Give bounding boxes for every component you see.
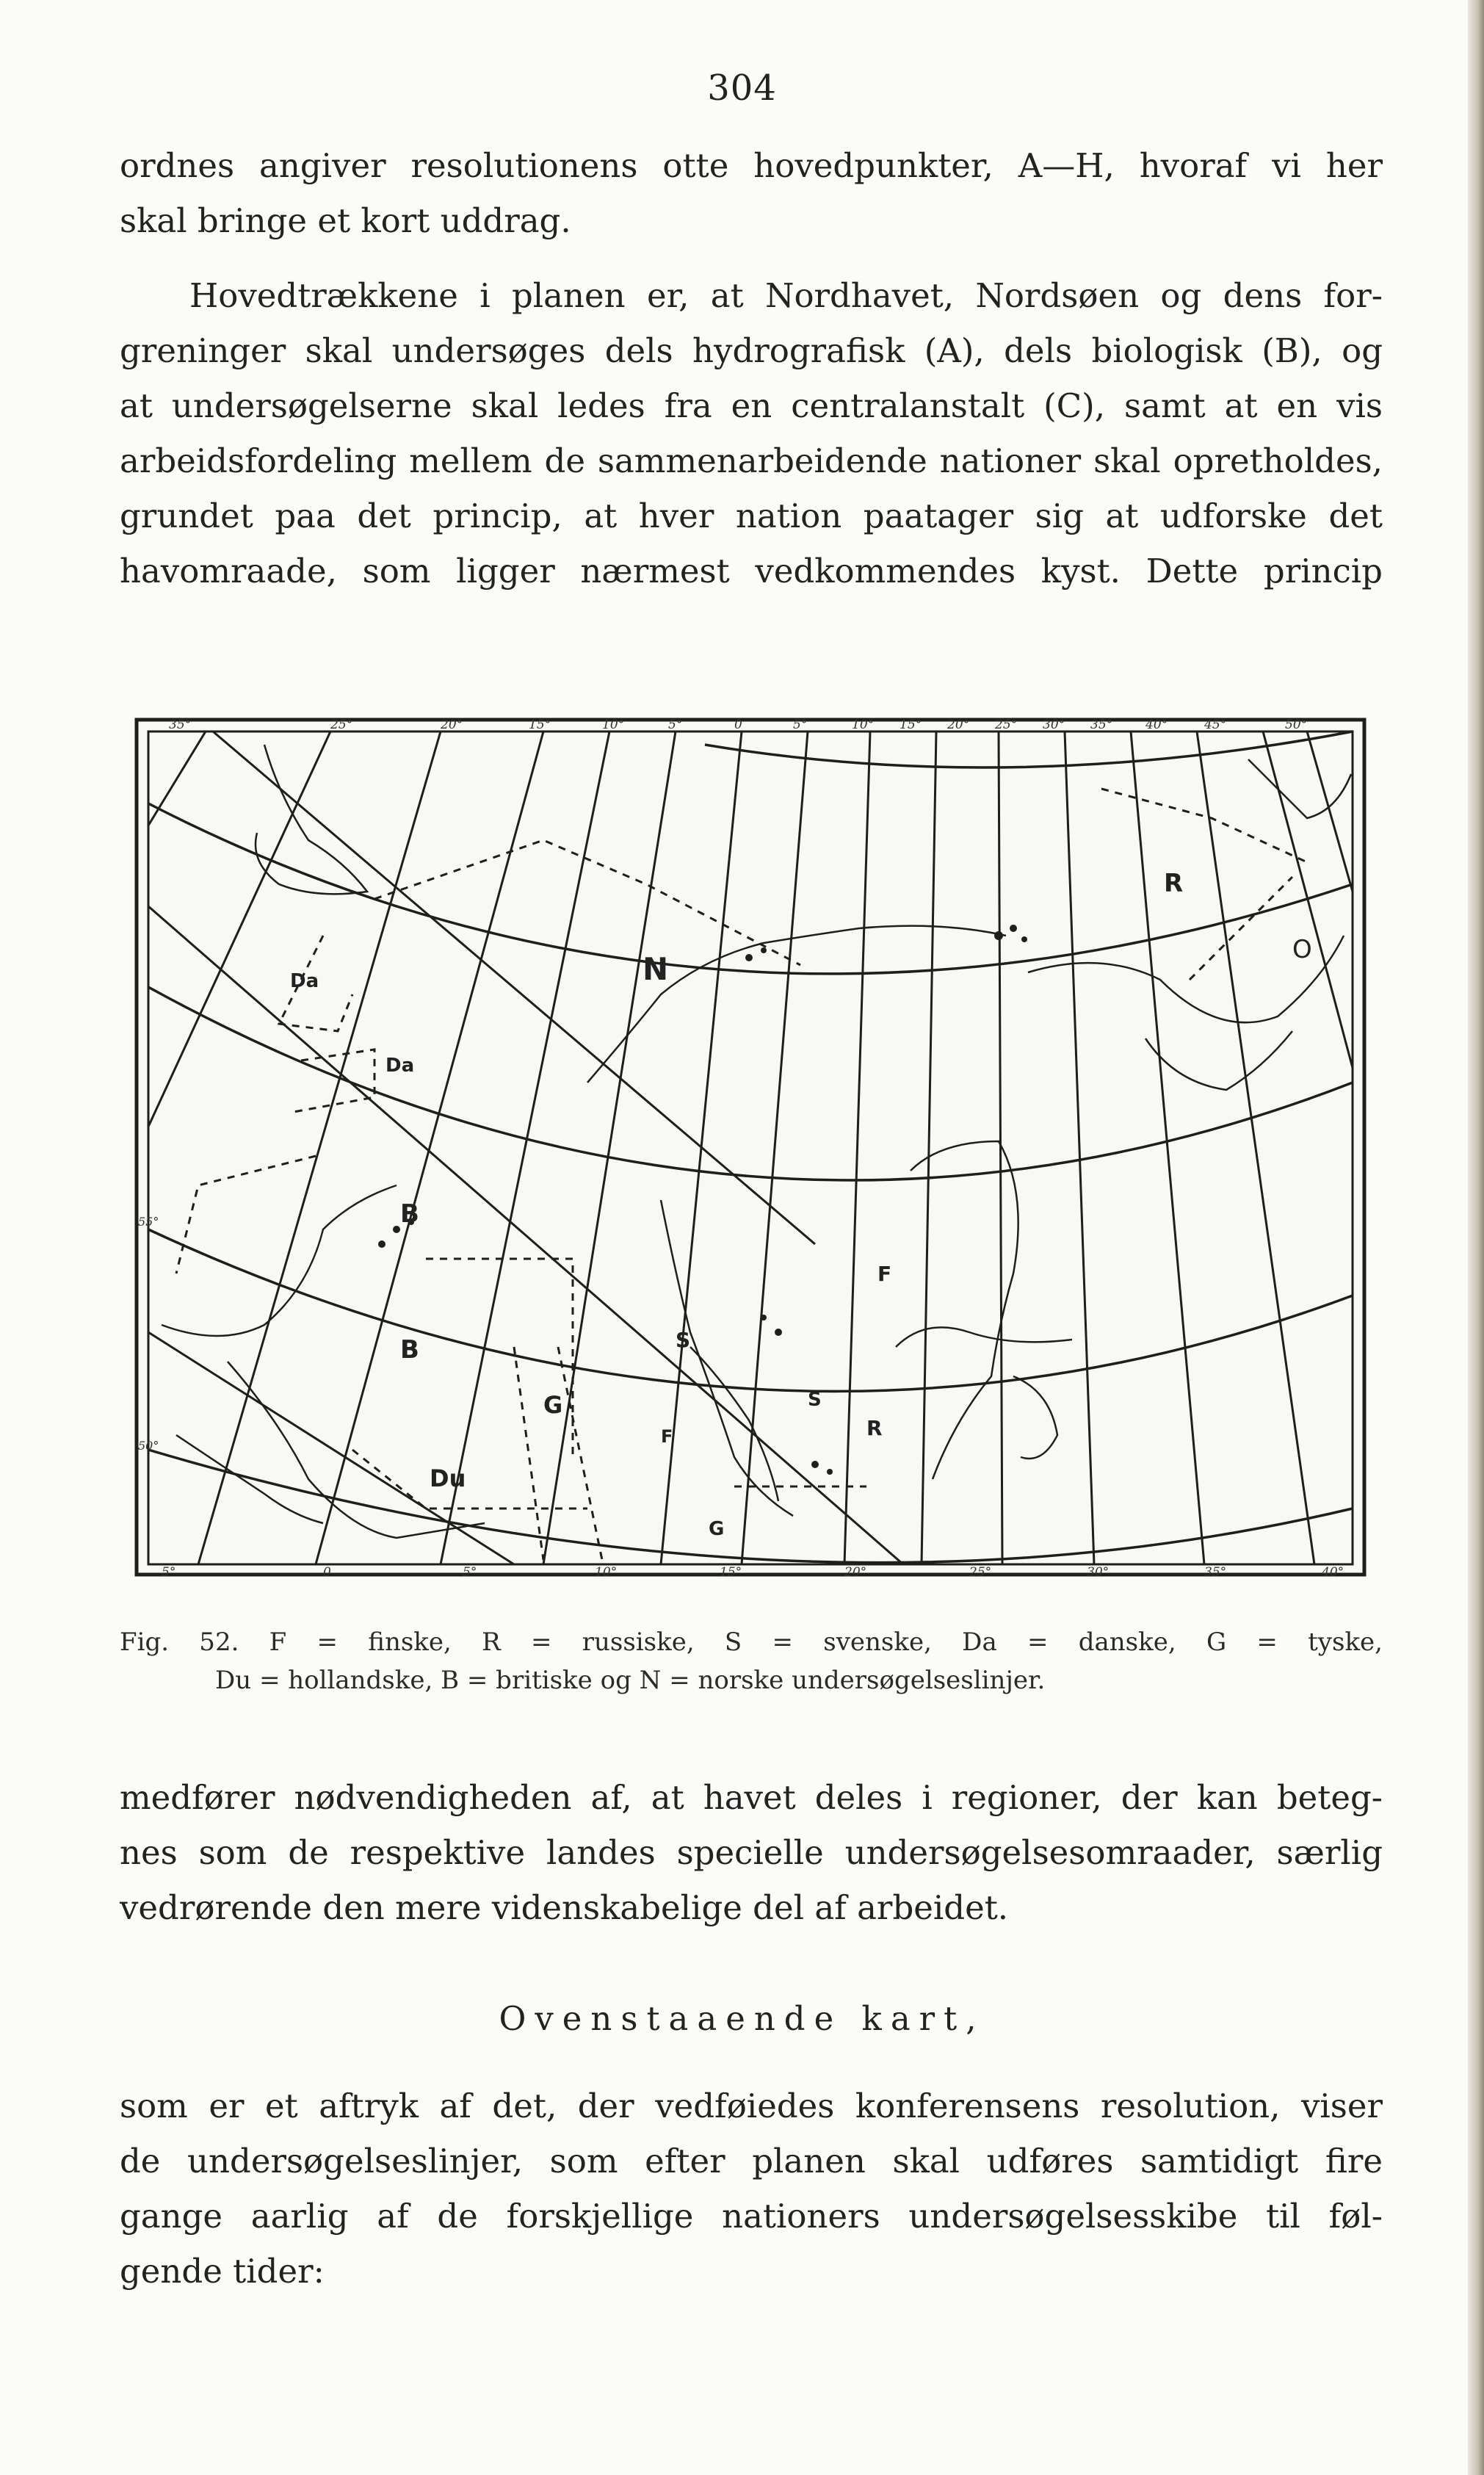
caption-line: Fig. 52. F = finske, R = russiske, S = svenske, Da = danske, G = tyske, bbox=[120, 1627, 1383, 1657]
map-label-F: F bbox=[877, 1262, 892, 1286]
text-line: nes som de respektive landes specielle undersøgelsesomraader, særlig bbox=[120, 1833, 1383, 1872]
degree-label: 20° bbox=[947, 718, 970, 732]
degree-label: 35° bbox=[1204, 1565, 1227, 1580]
map-label-R: R bbox=[1164, 869, 1184, 898]
map-label-F-2: F bbox=[661, 1426, 673, 1447]
text-line: grundet paa det princip, at hver nation paatager sig at udforske det bbox=[120, 496, 1383, 535]
map-label-R-2: R bbox=[866, 1416, 883, 1440]
map-label-N: N bbox=[643, 951, 669, 987]
degree-label: 10° bbox=[595, 1565, 618, 1580]
degree-label: 30° bbox=[1087, 1565, 1110, 1580]
degree-label: 15° bbox=[900, 718, 922, 732]
text-line: medfører nødvendigheden af, at havet deles i regioner, der kan beteg- bbox=[120, 1778, 1383, 1817]
caption-line: Du = hollandske, B = britiske og N = norske undersøgelseslinjer. bbox=[215, 1666, 1046, 1695]
degree-label: 0 bbox=[323, 1565, 331, 1580]
page-number: 304 bbox=[707, 68, 777, 109]
degree-label: 40° bbox=[1322, 1565, 1344, 1580]
map-figure bbox=[132, 715, 1373, 1582]
text-line: som er et aftryk af det, der vedføiedes konferensens resolution, viser bbox=[120, 2086, 1383, 2125]
degree-label: 25° bbox=[969, 1565, 992, 1580]
degree-label: 10° bbox=[852, 718, 875, 732]
degree-label: 50° bbox=[1285, 718, 1308, 732]
map-label-G-2: G bbox=[709, 1518, 725, 1540]
degree-label: 10° bbox=[602, 718, 625, 732]
text-line: gange aarlig af de forskjellige nationers undersøgelsesskibe til føl- bbox=[120, 2197, 1383, 2236]
text-line: at undersøgelserne skal ledes fra en centralanstalt (C), samt at en vis bbox=[120, 386, 1383, 425]
map-label-G: G bbox=[543, 1391, 563, 1419]
map-label-B: B bbox=[400, 1199, 419, 1229]
degree-label: 35° bbox=[169, 718, 192, 732]
degree-label: 50° bbox=[138, 1439, 159, 1453]
text-line: greninger skal undersøges dels hydrografisk (A), dels biologisk (B), og bbox=[120, 331, 1383, 370]
degree-label: 0 bbox=[734, 718, 742, 732]
degree-label: 40° bbox=[1145, 718, 1168, 732]
degree-label: 20° bbox=[441, 718, 463, 732]
text-line: ordnes angiver resolutionens otte hovedpunkter, A—H, hvoraf vi her bbox=[120, 146, 1383, 185]
map-label-Da-2: Da bbox=[386, 1055, 415, 1077]
text-line: arbeidsfordeling mellem de sammenarbeidende nationer skal opretholdes, bbox=[120, 441, 1383, 480]
text-line: skal bringe et kort uddrag. bbox=[120, 201, 571, 240]
figure-caption bbox=[120, 1623, 1383, 1699]
degree-label: 35° bbox=[1090, 718, 1113, 732]
map-label-Du: Du bbox=[430, 1464, 466, 1492]
degree-label: 5° bbox=[668, 718, 683, 732]
degree-label: 30° bbox=[1043, 718, 1065, 732]
map-label-S-2: S bbox=[808, 1389, 822, 1411]
page-edge-shadow bbox=[1468, 0, 1484, 2475]
text-line: vedrørende den mere videnskabelige del af arbeidet. bbox=[120, 1888, 1009, 1927]
section-heading: Ovenstaaende kart, bbox=[499, 1999, 985, 2038]
degree-label: 25° bbox=[330, 718, 353, 732]
map-label-S: S bbox=[676, 1328, 691, 1352]
degree-label: 5° bbox=[162, 1565, 176, 1580]
paragraph-resolution-intro bbox=[120, 138, 1383, 248]
text-line: gende tider: bbox=[120, 2252, 325, 2291]
paragraph-main-features bbox=[120, 268, 1383, 599]
degree-label: 25° bbox=[995, 718, 1018, 732]
degree-label: 15° bbox=[720, 1565, 742, 1580]
map-label-Da: Da bbox=[290, 970, 319, 992]
text-line: havomraade, som ligger nærmest vedkommendes kyst. Dette princip bbox=[120, 552, 1383, 590]
degree-label: 15° bbox=[529, 718, 551, 732]
text-line: Hovedtrækkene i planen er, at Nordhavet, Nordsøen og dens for- bbox=[189, 276, 1383, 315]
degree-label: 55° bbox=[138, 1215, 159, 1229]
degree-label: 5° bbox=[793, 718, 808, 732]
text-line: de undersøgelseslinjer, som efter planen skal udføres samtidigt fire bbox=[120, 2142, 1383, 2180]
degree-label: 20° bbox=[844, 1565, 867, 1580]
degree-label: 45° bbox=[1204, 718, 1227, 732]
map-label-B-2: B bbox=[400, 1335, 419, 1365]
map-label-O: O bbox=[1292, 935, 1312, 964]
degree-label: 5° bbox=[463, 1565, 477, 1580]
paragraph-map-description bbox=[120, 2078, 1383, 2299]
paragraph-regions bbox=[120, 1770, 1383, 1935]
survey-lines-map bbox=[132, 715, 1373, 1582]
